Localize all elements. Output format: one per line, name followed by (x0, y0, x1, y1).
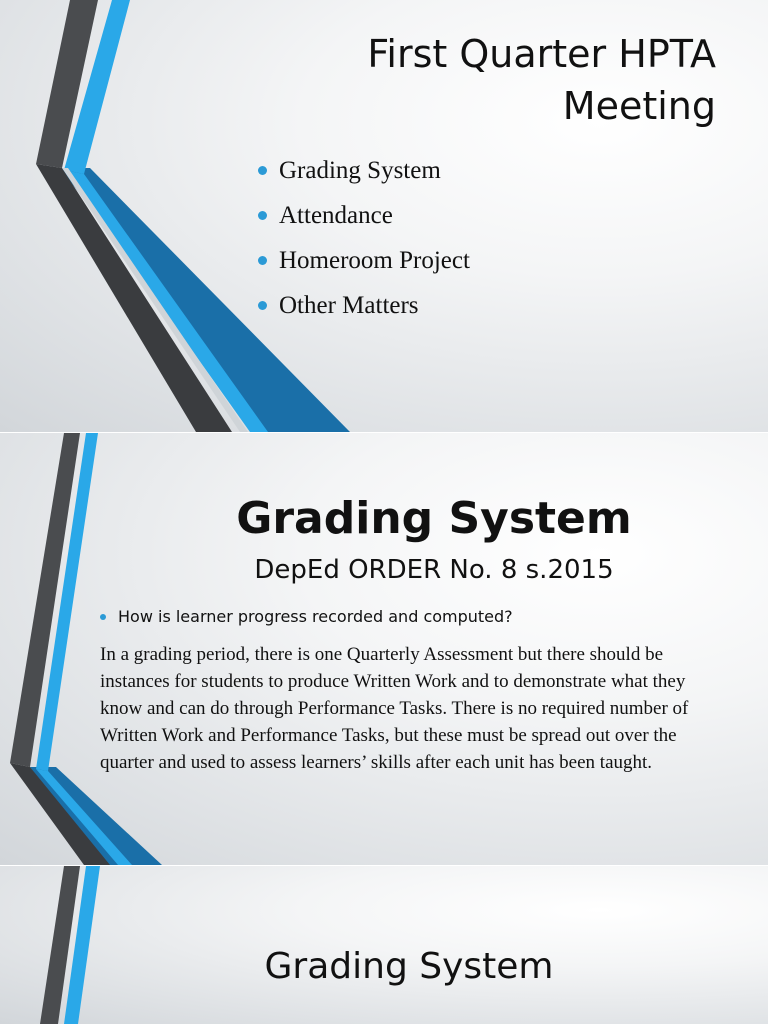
bullet-icon (258, 256, 267, 265)
slide-2 (0, 433, 768, 865)
question-bullet: How is learner progress recorded and computed? (100, 607, 513, 626)
slide-1 (0, 0, 768, 432)
body-paragraph: In a grading period, there is one Quarterly Assessment but there should be instances for students to produce Written Work and to demonstrate what they know and can do through Performance Tasks. There is no required number of Written Work and Performance Tasks, but these must be spread out over the quarter and used to assess learners’ skills after each unit has been taught. (100, 644, 689, 773)
light-edge (62, 168, 248, 432)
slide-title: Grading System (236, 493, 632, 544)
list-item: Other Matters (258, 283, 470, 328)
agenda-list (258, 148, 470, 328)
slide-title: Grading System (264, 946, 554, 987)
slide-title: First Quarter HPTA Meeting (367, 32, 716, 128)
slide-subtitle: DepEd ORDER No. 8 s.2015 (254, 555, 614, 585)
list-item: Grading System (258, 148, 470, 193)
list-item: Homeroom Project (258, 238, 470, 283)
list-item: Attendance (258, 193, 470, 238)
bullet-icon (258, 166, 267, 175)
slide-decoration (0, 866, 768, 1024)
bullet-icon (258, 301, 267, 310)
bullet-icon (100, 614, 106, 620)
bullet-icon (258, 211, 267, 220)
slide-3 (0, 866, 768, 1024)
